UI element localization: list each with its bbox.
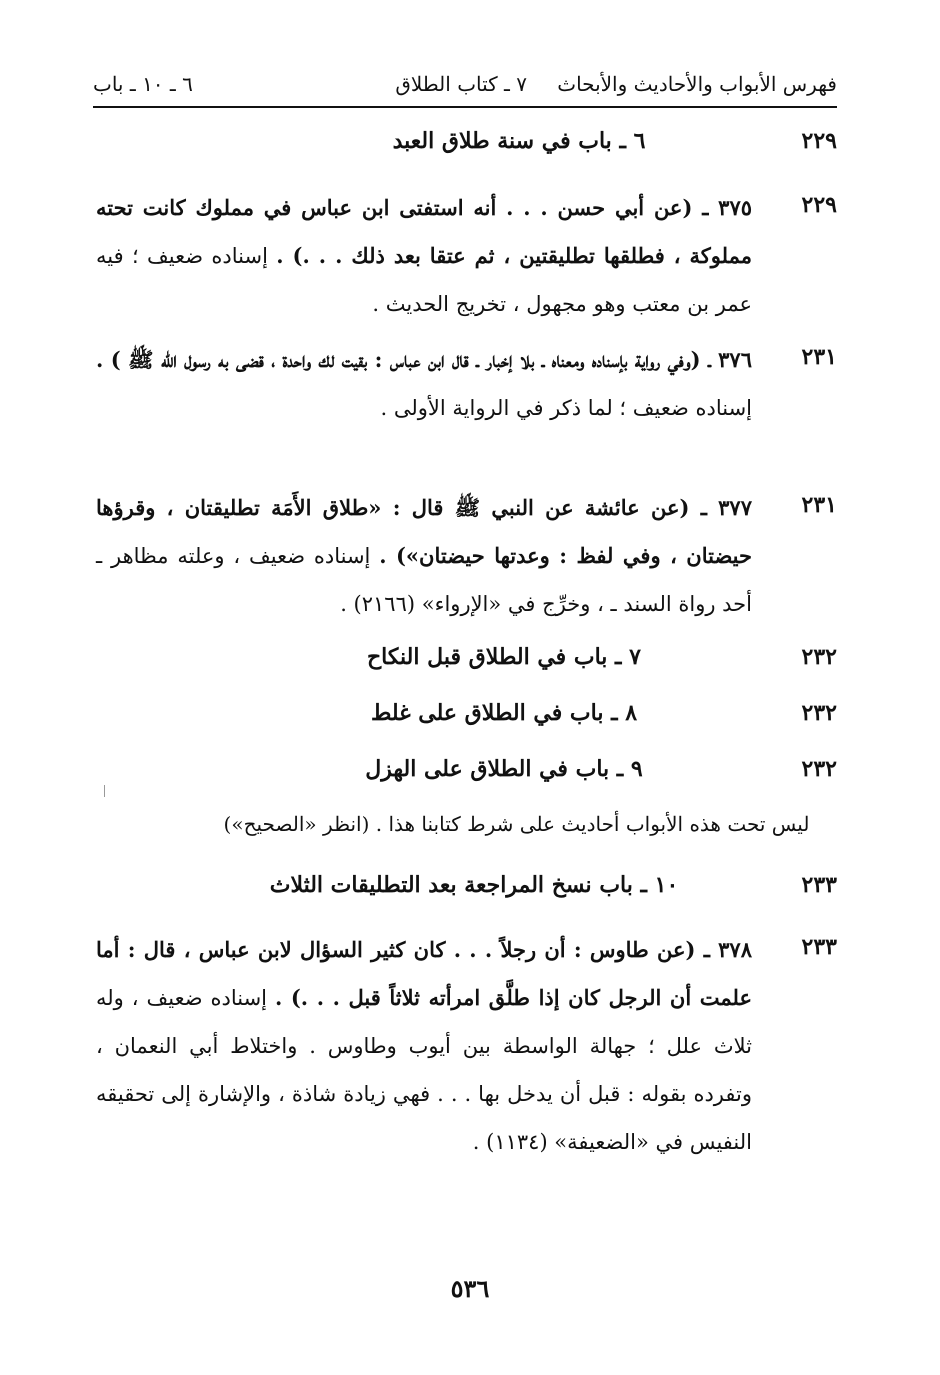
page-number: ٥٣٦	[450, 1274, 490, 1303]
running-header	[93, 68, 837, 108]
hadith-grading: إسناده ضعيف ، وله ثلاث علل ؛ جهالة الواسطة بين أيوب وطاوس . واختلاط أبي النعمان ، وتفرده بقوله : قبل أن يدخل بها . . . فهي زيادة شاذة ، والإشارة إلى تحقيقه النفيس في «الضعيفة» (١١٣٤) .	[96, 986, 752, 1154]
hadith-entry-text	[96, 184, 752, 328]
index-entry-hadith-375	[96, 184, 837, 334]
chapter-title: ٨ ـ باب في الطلاق على غلط	[370, 700, 638, 726]
chapter-title: ٦ ـ باب في سنة طلاق العبد	[392, 128, 646, 154]
hadith-entry-text	[96, 484, 752, 628]
index-entry-hadith-377	[96, 484, 837, 634]
page-reference: ٢٢٩	[801, 128, 837, 154]
index-entry-chapter-10	[96, 872, 837, 912]
page-reference: ٢٣٢	[801, 644, 837, 670]
page-reference: ٢٣٢	[801, 700, 837, 726]
index-entry-chapter-7	[96, 644, 837, 684]
hadith-grading: إسناده ضعيف ، وعلته مظاهر ـ أحد رواة السند ـ ، وخرِّج في «الإرواء» (٢١٦٦) .	[96, 544, 752, 616]
page-reference: ٢٣٣	[801, 872, 837, 898]
header-book-title: ٧ ـ كتاب الطلاق	[395, 72, 527, 96]
margin-mark	[104, 785, 105, 797]
index-entry-chapter-9	[96, 756, 837, 796]
index-entry-hadith-378	[96, 926, 837, 1176]
page-reference: ٢٢٩	[801, 192, 837, 218]
chapter-title: ٩ ـ باب في الطلاق على الهزل	[365, 756, 643, 782]
hadith-text: ٣٧٦ ـ (وفي رواية بإسناده ومعناه ـ بلا إخبار ـ قال ابن عباس : بقيت لك واحدة ، قضى به رسول الله ﷺ ) .	[96, 347, 752, 372]
hadith-text: ٣٧٨ ـ (عن طاوس : أن رجلاً . . . كان كثير السؤال لابن عباس ، قال : أما علمت أن الرجل كان إذا طلَّق امرأته ثلاثاً قبل . . .) .	[96, 937, 752, 1010]
index-entry-chapter-6	[96, 128, 837, 168]
header-index-title: فهرس الأبواب والأحاديث والأبحاث	[557, 72, 837, 96]
hadith-text: ٣٧٧ ـ (عن عائشة عن النبي ﷺ قال : «طلاق الأَمَة تطليقتان ، وقرؤها حيضتان ، وفي لفظ : وعدتها حيضتان») .	[96, 495, 752, 568]
hadith-entry-text	[96, 336, 752, 432]
page-reference: ٢٣١	[801, 344, 837, 370]
chapters-note: ليس تحت هذه الأبواب أحاديث على شرط كتابنا هذا . (انظر «الصحيح»)	[223, 812, 810, 836]
index-entry-chapter-8	[96, 700, 837, 740]
hadith-grading: إسناده ضعيف ؛ لما ذكر في الرواية الأولى .	[380, 396, 752, 420]
page-reference: ٢٣٢	[801, 756, 837, 782]
page-reference: ٢٣٣	[801, 934, 837, 960]
chapter-title: ٧ ـ باب في الطلاق قبل النكاح	[366, 644, 641, 670]
header-chapter-range: ٦ ـ ١٠ ـ باب	[93, 72, 193, 96]
page-reference: ٢٣١	[801, 492, 837, 518]
hadith-entry-text	[96, 926, 752, 1166]
chapter-title: ١٠ ـ باب نسخ المراجعة بعد التطليقات الثلاث	[269, 872, 679, 898]
hadith-grading: إسناده ضعيف ؛ فيه عمر بن معتب وهو مجهول ، تخريج الحديث .	[96, 244, 752, 316]
hadith-text: ٣٧٥ ـ (عن أبي حسن . . . أنه استفتى ابن عباس في مملوك كانت تحته مملوكة ، فطلقها تطليقتين ، ثم عتقا بعد ذلك . . .) .	[96, 195, 753, 268]
index-entry-hadith-376	[96, 336, 837, 486]
